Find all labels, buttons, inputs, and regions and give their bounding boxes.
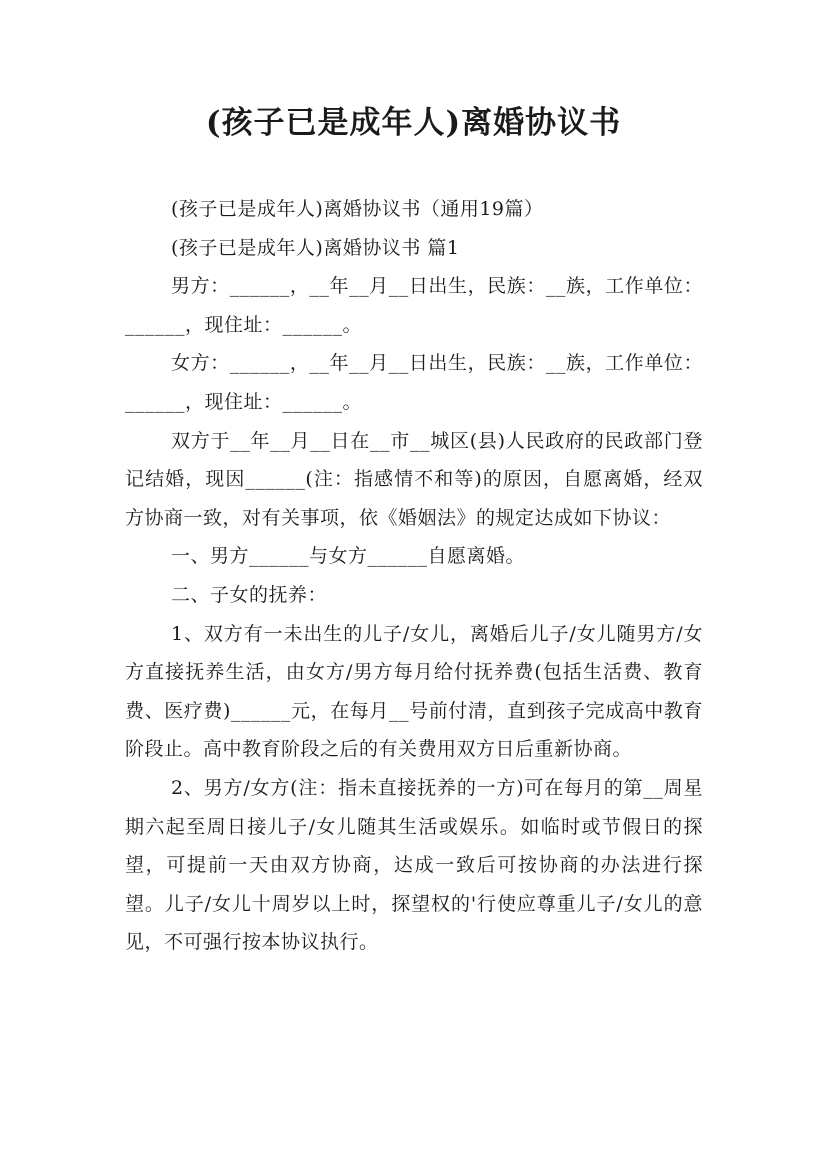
section-heading: (孩子已是成年人)离婚协议书 篇1	[171, 236, 460, 259]
clause-divorce: 一、男方______与女方______自愿离婚。	[171, 545, 526, 568]
clause-child-custody-heading: 二、子女的抚养：	[171, 583, 328, 606]
clause-child-support: 1、双方有一未出生的儿子/女儿，离婚后儿子/女儿随男方/女方直接抚养生活，由女方/男方每月给付抚养费(包括生活费、教育费、医疗费)______元，在每月__号前付清，直到孩子完成高中教育阶段止。高中教育阶段之后的有关费用双方日后重新协商。	[125, 622, 703, 761]
document-title: (孩子已是成年人)离婚协议书	[205, 105, 622, 141]
wife-info-paragraph: 女方：______，__年__月__日出生，民族：__族，工作单位：______，现住址：______。	[125, 352, 703, 413]
document-body	[125, 190, 703, 962]
husband-info-paragraph: 男方：______，__年__月__日出生，民族：__族，工作单位：______，现住址：______。	[125, 275, 703, 336]
subtitle-paragraph: (孩子已是成年人)离婚协议书（通用19篇）	[171, 198, 544, 220]
clause-visitation: 2、男方/女方(注：指未直接抚养的一方)可在每月的第__周星期六起至周日接儿子/女儿随其生活或娱乐。如临时或节假日的探望，可提前一天由双方协商，达成一致后可按协商的办法进行探望。儿子/女儿十周岁以上时，探望权的'行使应尊重儿子/女儿的意见，不可强行按本协议执行。	[125, 776, 703, 954]
marriage-background-paragraph: 双方于__年__月__日在__市__城区(县)人民政府的民政部门登记结婚，现因______(注：指感情不和等)的原因，自愿离婚，经双方协商一致，对有关事项，依《婚姻法》的规定达成如下协议：	[125, 429, 703, 529]
